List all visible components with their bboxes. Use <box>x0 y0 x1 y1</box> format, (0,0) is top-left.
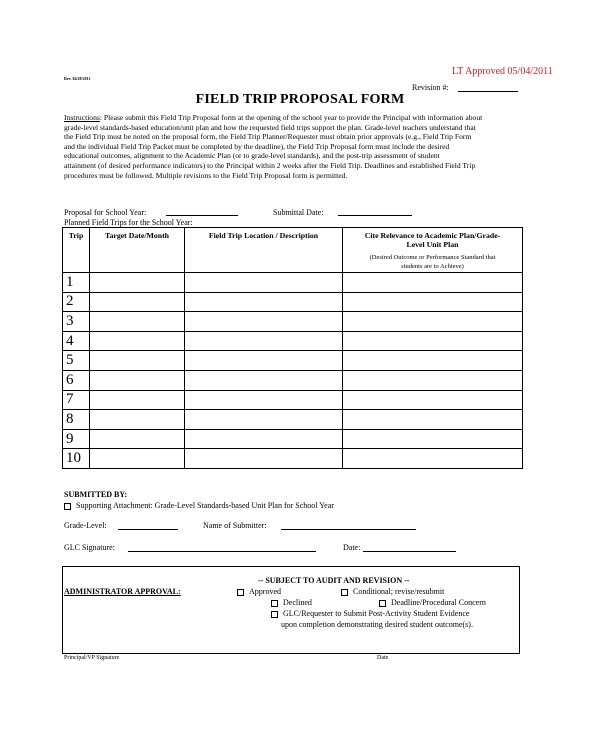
approved-label: Approved <box>249 587 281 596</box>
proposal-year-label: Proposal for School Year: <box>64 208 147 217</box>
location-cell[interactable] <box>185 351 343 371</box>
relevance-cell[interactable] <box>343 273 523 293</box>
target-date-cell[interactable] <box>90 390 185 410</box>
table-row <box>63 292 523 312</box>
signature-line[interactable] <box>62 653 520 654</box>
table-row <box>63 410 523 430</box>
submitted-by-heading: SUBMITTED BY: <box>64 490 128 499</box>
audit-revision-note: -- SUBJECT TO AUDIT AND REVISION -- <box>258 576 410 585</box>
trip-number: 9 <box>63 429 90 449</box>
trip-number: 3 <box>63 312 90 332</box>
relevance-cell[interactable] <box>343 449 523 469</box>
location-cell[interactable] <box>185 429 343 449</box>
table-row <box>63 429 523 449</box>
instructions-label: Instructions <box>64 113 100 122</box>
relevance-cell[interactable] <box>343 351 523 371</box>
relevance-cell[interactable] <box>343 410 523 430</box>
col-header-trip: Trip <box>63 228 90 273</box>
conditional-label: Conditional; revise/resubmit <box>353 587 445 596</box>
relevance-cell[interactable] <box>343 292 523 312</box>
location-cell[interactable] <box>185 370 343 390</box>
deadline-checkbox[interactable] <box>379 600 386 607</box>
trip-number: 1 <box>63 273 90 293</box>
col-header-target-date: Target Date/Month <box>90 228 185 273</box>
glc-evidence-note: upon completion demonstrating desired student outcome(s). <box>281 620 473 629</box>
grade-level-label: Grade-Level: <box>64 521 107 530</box>
instructions-line: procedures must be followed. Multiple revisions to the Field Trip Proposal form is permitted. <box>64 170 348 180</box>
declined-option[interactable] <box>271 598 312 607</box>
glc-signature-label: GLC Signature: <box>64 543 115 552</box>
cite-header-line: Level Unit Plan <box>406 240 459 249</box>
location-cell[interactable] <box>185 312 343 332</box>
instructions <box>64 113 532 180</box>
col-header-location: Field Trip Location / Description <box>185 228 343 273</box>
trip-number: 8 <box>63 410 90 430</box>
planned-trips-label: Planned Field Trips for the School Year: <box>64 218 193 227</box>
cite-header-note: (Desired Outcome or Performance Standard that students are to Achieve) <box>369 254 496 270</box>
instructions-line: educational outcomes, alignment to the Academic Plan (or to grade-level standards), and the post-trip assessment of student <box>64 151 440 161</box>
trip-number: 4 <box>63 331 90 351</box>
col-header-cite-relevance <box>343 228 523 273</box>
approved-checkbox[interactable] <box>237 589 244 596</box>
attachment-label: Supporting Attachment: Grade-Level Standards-based Unit Plan for School Year <box>76 501 334 510</box>
target-date-cell[interactable] <box>90 429 185 449</box>
submitter-input[interactable] <box>281 529 416 530</box>
glc-evidence-checkbox[interactable] <box>271 611 278 618</box>
location-cell[interactable] <box>185 390 343 410</box>
conditional-checkbox[interactable] <box>341 589 348 596</box>
table-row <box>63 312 523 332</box>
trip-number: 10 <box>63 449 90 469</box>
relevance-cell[interactable] <box>343 312 523 332</box>
trip-number: 5 <box>63 351 90 371</box>
relevance-cell[interactable] <box>343 429 523 449</box>
field-trips-table <box>62 227 523 469</box>
location-cell[interactable] <box>185 331 343 351</box>
instructions-line: and the individual Field Trip Packet must be completed by the deadline), the Field Trip Proposal form must include the desired <box>64 141 450 151</box>
revision-date: Rev. 04/28/2011 <box>64 76 91 81</box>
admin-approval-label: ADMINISTRATOR APPROVAL: <box>64 587 181 596</box>
target-date-cell[interactable] <box>90 351 185 371</box>
location-cell[interactable] <box>185 292 343 312</box>
proposal-year-input[interactable] <box>166 215 238 216</box>
target-date-cell[interactable] <box>90 331 185 351</box>
table-row <box>63 351 523 371</box>
attachment-checkbox[interactable] <box>64 503 71 510</box>
submittal-date-input[interactable] <box>338 215 412 216</box>
relevance-cell[interactable] <box>343 370 523 390</box>
instructions-line: grade-level standards-based education/unit plan and how the requested field trips support the plan. Grade-level teachers understand that <box>64 122 476 132</box>
table-header-row <box>63 228 523 273</box>
approved-option[interactable] <box>237 587 281 596</box>
table-row <box>63 370 523 390</box>
trip-number: 2 <box>63 292 90 312</box>
target-date-cell[interactable] <box>90 273 185 293</box>
table-row <box>63 331 523 351</box>
date-label: Date: <box>343 543 361 552</box>
page-title: FIELD TRIP PROPOSAL FORM <box>195 92 405 107</box>
trip-number: 6 <box>63 370 90 390</box>
glc-signature-input[interactable] <box>128 551 316 552</box>
principal-date-label: Date <box>377 655 389 661</box>
trip-number: 7 <box>63 390 90 410</box>
table-row <box>63 390 523 410</box>
glc-evidence-label: GLC/Requester to Submit Post-Activity Student Evidence <box>283 609 470 618</box>
date-input[interactable] <box>363 551 456 552</box>
instructions-line: the Field Trip must be noted on the proposal form, the Field Trip Planner/Requester must obtain prior approvals (e.g., Field Trip Form <box>64 132 472 142</box>
instructions-line: : Please submit this Field Trip Proposal form at the opening of the school year to provide the Principal with information about <box>99 113 483 122</box>
location-cell[interactable] <box>185 449 343 469</box>
submitter-label: Name of Submitter: <box>203 521 267 530</box>
declined-checkbox[interactable] <box>271 600 278 607</box>
deadline-label: Deadline/Procedural Concern <box>391 598 486 607</box>
target-date-cell[interactable] <box>90 292 185 312</box>
relevance-cell[interactable] <box>343 331 523 351</box>
conditional-option[interactable] <box>341 587 444 596</box>
principal-signature-label: Principal/VP Signature <box>64 655 120 661</box>
instructions-line: attainment (of desired performance indicators) to the Principal within 2 weeks after the Field Trip. Deadlines and established Field Trip <box>64 160 476 170</box>
cite-header-line: Cite Relevance to Academic Plan/Grade- <box>364 231 501 240</box>
table-row <box>63 449 523 469</box>
target-date-cell[interactable] <box>90 410 185 430</box>
revision-label: Revision #: <box>412 83 449 92</box>
location-cell[interactable] <box>185 273 343 293</box>
submittal-date-label: Submittal Date: <box>273 208 324 217</box>
target-date-cell[interactable] <box>90 370 185 390</box>
deadline-option[interactable] <box>379 598 486 607</box>
grade-level-input[interactable] <box>118 529 178 530</box>
location-cell[interactable] <box>185 410 343 430</box>
target-date-cell[interactable] <box>90 449 185 469</box>
supporting-attachment <box>64 501 334 510</box>
glc-evidence-option[interactable] <box>271 609 469 618</box>
table-row <box>63 273 523 293</box>
target-date-cell[interactable] <box>90 312 185 332</box>
relevance-cell[interactable] <box>343 390 523 410</box>
declined-label: Declined <box>283 598 312 607</box>
approval-stamp: LT Approved 05/04/2011 <box>452 66 553 77</box>
